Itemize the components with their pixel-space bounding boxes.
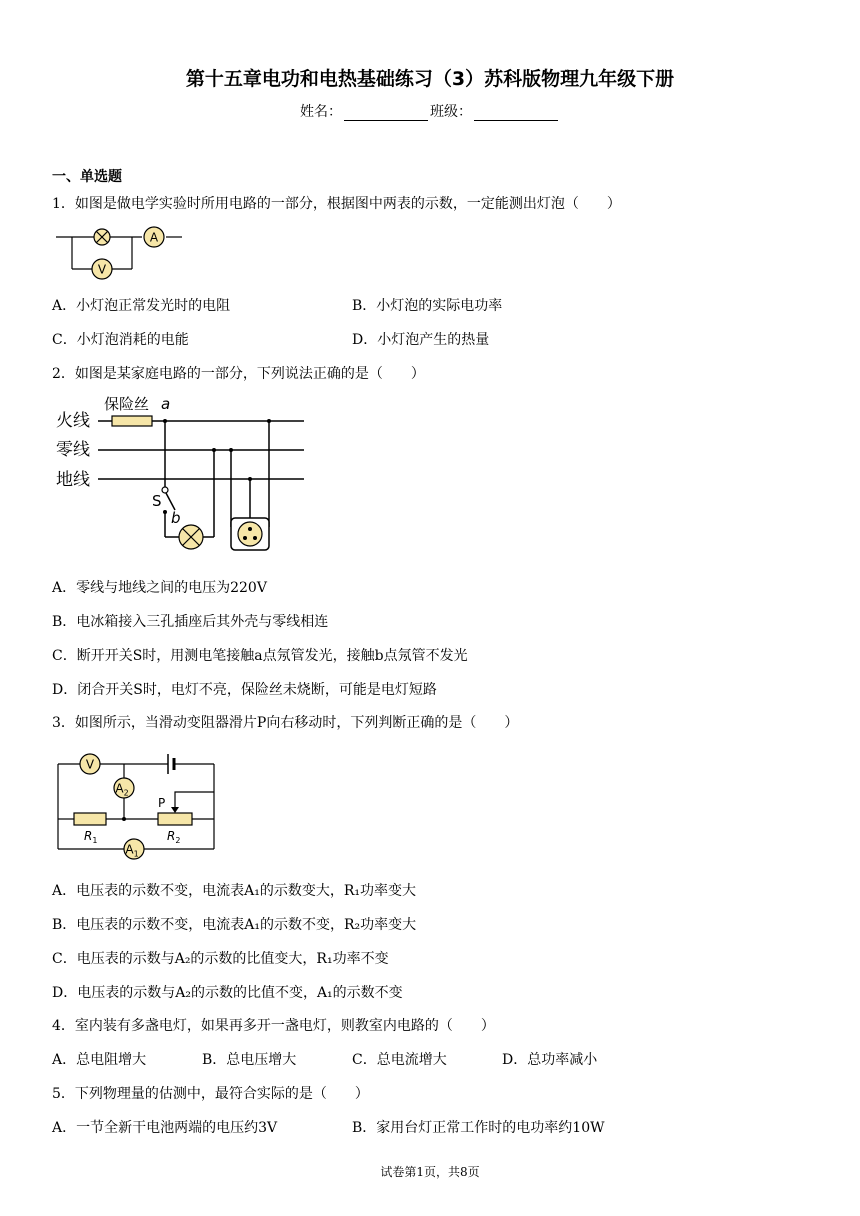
q2-stem: 2．如图是某家庭电路的一部分，下列说法正确的是（ ）: [52, 366, 425, 382]
q4-stem: 4．室内装有多盏电灯，如果再多开一盏电灯，则教室内电路的（ ）: [52, 1018, 495, 1034]
svg-text:S: S: [152, 492, 162, 510]
class-label: 班级：: [430, 104, 472, 120]
q3-circuit-diagram: [54, 746, 224, 864]
svg-text:A1: $A_1$: [125, 842, 139, 859]
q2-option-d[interactable]: D．闭合开关S时，电灯不亮，保险丝未烧断，可能是电灯短路: [52, 682, 437, 698]
q5-option-b[interactable]: B．家用台灯正常工作时的电功率约10W: [352, 1120, 605, 1136]
q1-voltmeter-icon: [92, 259, 112, 279]
q3-option-c[interactable]: C．电压表的示数与A₂的示数的比值变大，R₁功率不变: [52, 951, 389, 967]
svg-text:b: b: [171, 509, 181, 527]
q4-option-b[interactable]: B．总电压增大: [202, 1052, 297, 1068]
q1-option-c[interactable]: C．小灯泡消耗的电能: [52, 332, 189, 348]
svg-text:P: P: [158, 796, 166, 810]
q1-bulb-icon: [94, 229, 110, 245]
svg-text:保险丝: 保险丝: [104, 395, 150, 413]
q5-option-a[interactable]: A．一节全新干电池两端的电压约3V: [52, 1120, 278, 1136]
q2-lamp-icon: [179, 525, 203, 549]
q1-circuit-diagram: [54, 222, 184, 284]
q3-option-d[interactable]: D．电压表的示数与A₂的示数的比值不变，A₁的示数不变: [52, 985, 403, 1001]
q3-option-b[interactable]: B．电压表的示数不变，电流表A₁的示数不变，R₂功率变大: [52, 917, 417, 933]
q1-ammeter-icon: [144, 227, 164, 247]
q4-option-a[interactable]: A．总电阻增大: [52, 1052, 147, 1068]
page-footer: 试卷第1页，共8页: [380, 1165, 480, 1179]
q4-option-d[interactable]: D．总功率减小: [502, 1052, 598, 1068]
name-blank[interactable]: [344, 106, 428, 121]
class-blank[interactable]: [474, 106, 558, 121]
q3-ammeter-a2-icon: [114, 778, 134, 798]
svg-text:V: V: [85, 757, 95, 772]
q2-household-circuit-diagram: [54, 392, 314, 556]
q3-stem: 3．如图所示，当滑动变阻器滑片P向右移动时，下列判断正确的是（ ）: [52, 715, 519, 731]
q2-socket-icon: [231, 518, 269, 550]
q2-option-a[interactable]: A．零线与地线之间的电压为220V: [52, 580, 267, 596]
svg-text:A: A: [149, 230, 159, 245]
q1-option-d[interactable]: D．小灯泡产生的热量: [352, 332, 490, 348]
svg-text:a: a: [161, 395, 171, 413]
q3-ammeter-a1-icon: [124, 839, 144, 859]
svg-text:V: V: [97, 262, 107, 277]
q2-option-c[interactable]: C．断开开关S时，用测电笔接触a点氖管发光，接触b点氖管不发光: [52, 648, 468, 664]
q1-option-a[interactable]: A．小灯泡正常发光时的电阻: [52, 298, 231, 314]
q3-option-a[interactable]: A．电压表的示数不变，电流表A₁的示数变大，R₁功率变大: [52, 883, 416, 899]
q3-voltmeter-icon: [80, 754, 100, 774]
q5-stem: 5．下列物理量的估测中，最符合实际的是（ ）: [52, 1086, 369, 1102]
name-label: 姓名：: [300, 104, 342, 120]
page-title: 第十五章电功和电热基础练习（3）苏科版物理九年级下册: [185, 68, 675, 90]
svg-text:R1: $R_1$: [84, 829, 98, 845]
section-heading: 一、单选题: [52, 169, 122, 185]
svg-text:A2: $A_2$: [115, 781, 129, 798]
q4-option-c[interactable]: C．总电流增大: [352, 1052, 447, 1068]
svg-text:零线: 零线: [56, 440, 90, 460]
svg-text:火线: 火线: [56, 411, 90, 431]
q1-option-b[interactable]: B．小灯泡的实际电功率: [352, 298, 503, 314]
svg-text:地线: 地线: [56, 470, 90, 490]
q2-option-b[interactable]: B．电冰箱接入三孔插座后其外壳与零线相连: [52, 614, 329, 630]
student-info-line: [0, 101, 860, 121]
svg-text:R2: $R_2$: [167, 829, 181, 845]
q1-stem: 1．如图是做电学实验时所用电路的一部分，根据图中两表的示数，一定能测出灯泡（ ）: [52, 196, 621, 212]
